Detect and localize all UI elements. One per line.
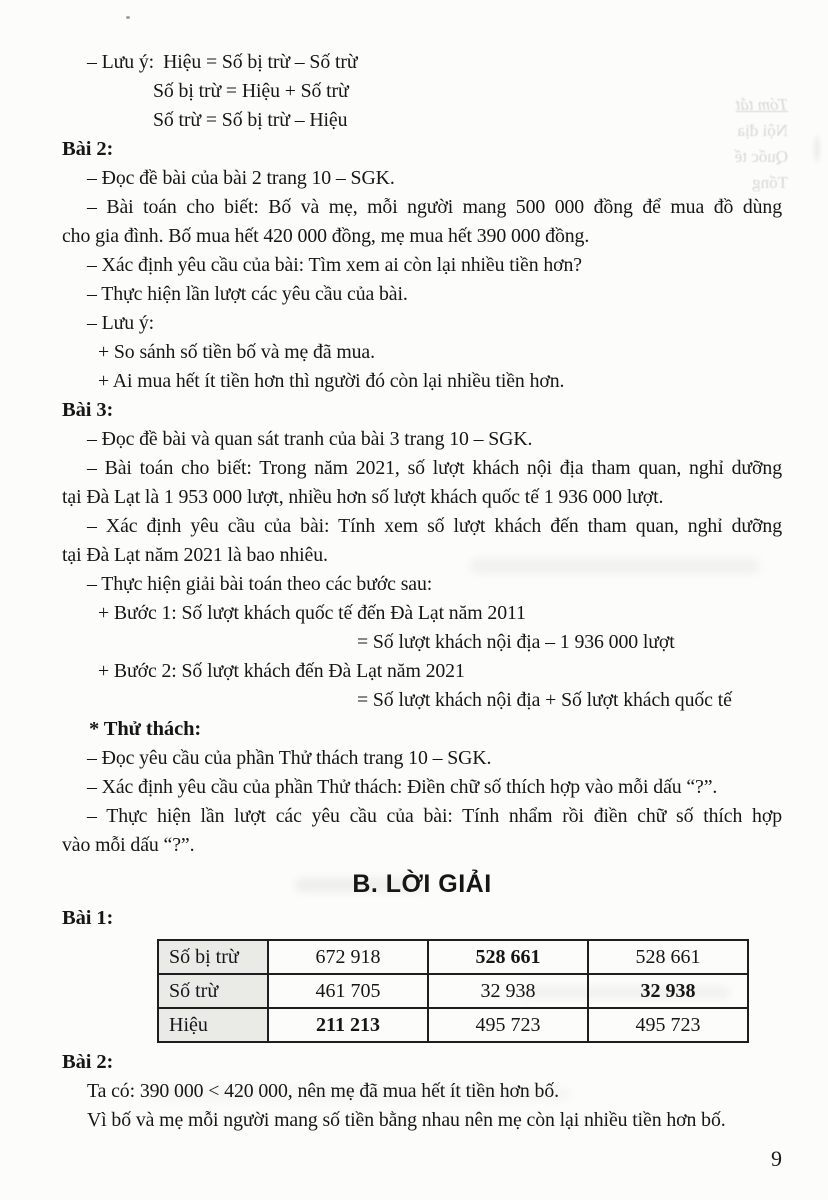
guide-line: – Thực hiện lần lượt các yêu cầu của bài: Tính nhẩm rồi điền chữ số thích hợp [87, 805, 782, 827]
guide-line: + Bước 2: Số lượt khách đến Đà Lạt năm 2021 [98, 660, 465, 682]
guide-line: + Ai mua hết ít tiền hơn thì người đó còn lại nhiều tiền hơn. [98, 370, 565, 392]
bleedthrough-line: Quốc tế [734, 147, 788, 166]
table-cell: 495 723 [428, 1008, 588, 1042]
bleedthrough-line: Tóm tắt [735, 95, 788, 114]
row-header: Số bị trừ [158, 940, 268, 974]
table-row [158, 940, 748, 974]
table-cell: 528 661 [428, 940, 588, 974]
page-content [62, 48, 782, 1135]
guide-line: cho gia đình. Bố mua hết 420 000 đồng, mẹ mua hết 390 000 đồng. [62, 225, 590, 247]
solution-section-title: B. LỜI GIẢI [352, 870, 492, 898]
formula-hieu: Hiệu = Số bị trừ – Số trừ [163, 51, 358, 73]
answer-table [157, 939, 749, 1043]
formula-so-tru: Số trừ = Số bị trừ – Hiệu [153, 109, 348, 131]
scan-speck [814, 136, 820, 162]
row-header: Số trừ [158, 974, 268, 1008]
table-row [158, 1008, 748, 1042]
solution-heading-bai2: Bài 2: [62, 1051, 114, 1073]
bleedthrough-line: Nội địa [737, 121, 788, 140]
section-heading-bai2: Bài 2: [62, 138, 114, 160]
solution-line: Ta có: 390 000 < 420 000, nên mẹ đã mua hết ít tiền hơn bố. [87, 1080, 559, 1102]
note-line [62, 48, 782, 77]
guide-line: – Thực hiện giải bài toán theo các bước sau: [87, 573, 433, 595]
guide-line: + Bước 1: Số lượt khách quốc tế đến Đà Lạt năm 2011 [98, 602, 526, 624]
guide-line: + So sánh số tiền bố và mẹ đã mua. [98, 341, 375, 363]
formula-line: = Số lượt khách nội địa + Số lượt khách quốc tế [357, 689, 732, 711]
page-number: 9 [771, 1146, 782, 1171]
guide-line: – Xác định yêu cầu của bài: Tìm xem ai còn lại nhiều tiền hơn? [87, 254, 582, 276]
guide-line: – Lưu ý: [87, 312, 155, 334]
guide-line: – Xác định yêu cầu của phần Thử thách: Điền chữ số thích hợp vào mỗi dấu “?”. [87, 776, 718, 798]
guide-line: tại Đà Lạt là 1 953 000 lượt, nhiều hơn số lượt khách quốc tế 1 936 000 lượt. [62, 486, 664, 508]
table-cell: 495 723 [588, 1008, 748, 1042]
solution-line: Vì bố và mẹ mỗi người mang số tiền bằng nhau nên mẹ còn lại nhiều tiền hơn bố. [87, 1109, 726, 1131]
guide-line: – Đọc yêu cầu của phần Thử thách trang 10 – SGK. [87, 747, 492, 769]
table-cell: 32 938 [428, 974, 588, 1008]
guide-line: vào mỗi dấu “?”. [62, 834, 195, 856]
table-cell: 32 938 [588, 974, 748, 1008]
guide-line: – Bài toán cho biết: Trong năm 2021, số lượt khách nội địa tham quan, nghỉ dưỡng [87, 457, 782, 479]
table-cell: 461 705 [268, 974, 428, 1008]
bleedthrough-line: Tổng [752, 173, 788, 192]
table-cell: 528 661 [588, 940, 748, 974]
guide-line: – Xác định yêu cầu của bài: Tính xem số lượt khách đến tham quan, nghỉ dưỡng [87, 515, 782, 537]
section-heading-bai3: Bài 3: [62, 399, 114, 421]
scan-speck [126, 16, 130, 19]
solution-heading-bai1: Bài 1: [62, 907, 114, 929]
guide-line: tại Đà Lạt năm 2021 là bao nhiêu. [62, 544, 328, 566]
guide-line: – Bài toán cho biết: Bố và mẹ, mỗi người mang 500 000 đồng để mua đồ dùng [87, 196, 782, 218]
guide-line: – Đọc đề bài của bài 2 trang 10 – SGK. [87, 167, 395, 189]
table-row [158, 974, 748, 1008]
formula-so-bi-tru: Số bị trừ = Hiệu + Số trừ [153, 80, 349, 102]
table-cell: 672 918 [268, 940, 428, 974]
section-heading-thu-thach: * Thử thách: [89, 718, 202, 740]
note-label: – Lưu ý: [87, 51, 155, 73]
guide-line: – Đọc đề bài và quan sát tranh của bài 3 trang 10 – SGK. [87, 428, 533, 450]
table-cell: 211 213 [268, 1008, 428, 1042]
row-header: Hiệu [158, 1008, 268, 1042]
guide-line: – Thực hiện lần lượt các yêu cầu của bài. [87, 283, 408, 305]
formula-line: = Số lượt khách nội địa – 1 936 000 lượt [357, 631, 675, 653]
